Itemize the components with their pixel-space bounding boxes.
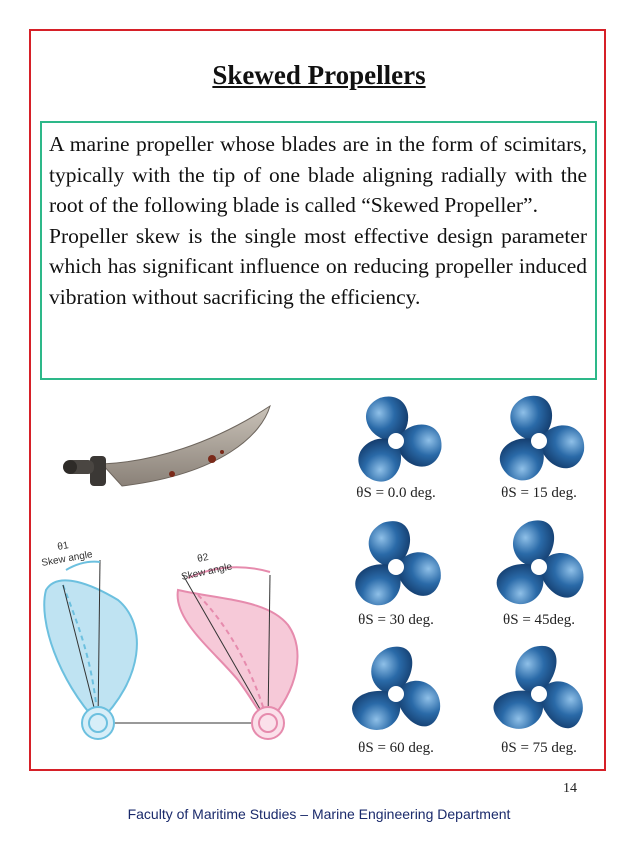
- propeller-label-15: θS = 15 deg.: [501, 485, 577, 501]
- propeller-0: [350, 391, 445, 490]
- footer-department: Faculty of Maritime Studies – Marine Engineering Department: [127, 806, 511, 822]
- right-skew-label: Skew angle: [180, 561, 234, 583]
- definition-textbox: [40, 121, 597, 380]
- skew-angle-diagram: [38, 530, 320, 755]
- slide-title: Skewed Propellers: [212, 60, 426, 90]
- propeller-45: [490, 515, 588, 614]
- propeller-label-75: θS = 75 deg.: [501, 740, 577, 756]
- propeller-label-30: θS = 30 deg.: [358, 612, 434, 628]
- propeller-15: [492, 390, 588, 489]
- left-theta-label: θ1: [56, 540, 70, 553]
- propeller-label-0: θS = 0.0 deg.: [356, 485, 436, 501]
- right-theta-label: θ2: [196, 551, 210, 565]
- propeller-30: [348, 516, 445, 615]
- propeller-75: [487, 641, 587, 740]
- propeller-label-45: θS = 45deg.: [503, 612, 575, 628]
- page-number: 14: [563, 781, 577, 796]
- scimitar-image: [62, 404, 272, 504]
- propeller-label-60: θS = 60 deg.: [358, 740, 434, 756]
- propeller-skew-grid: [326, 389, 608, 767]
- propeller-60: [346, 641, 445, 740]
- left-skew-label: Skew angle: [40, 549, 94, 569]
- skew-effect-paragraph: Propeller skew is the single most effective design parameter which has significant influence on reducing propeller induced vibration without sacrificing the efficiency.: [49, 223, 587, 309]
- definition-paragraph: A marine propeller whose blades are in the form of scimitars, typically with the tip of one blade aligning radially with the root of the following blade is called “Skewed Propeller”.: [49, 132, 587, 218]
